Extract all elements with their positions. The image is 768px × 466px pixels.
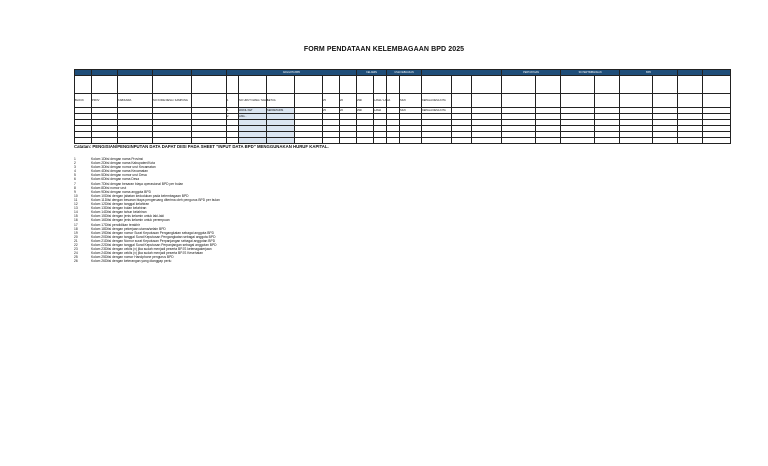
- table-row: [75, 138, 731, 144]
- note-text: Diisi dengan nama Kabupaten/Kota: [103, 161, 155, 166]
- note-no: 16: [74, 218, 78, 223]
- note-no: 24: [74, 251, 78, 256]
- note-no: 25: [74, 255, 78, 260]
- note-kolom: Kolom 2: [91, 161, 104, 166]
- col-label-nama: NO URUT NAMA / NAMA: [239, 94, 267, 108]
- note-no: 15: [74, 214, 78, 219]
- note-no: 11: [74, 197, 78, 202]
- col-label-prov: PROV: [92, 94, 118, 108]
- note-no: 19: [74, 230, 78, 235]
- note-text: Diisi dengan nomor Handphone pengurus BPD: [104, 255, 174, 260]
- note-text: Diisi pendidikan terakhir: [104, 222, 140, 227]
- data-table: [74, 69, 731, 144]
- note-kolom: Kolom 16: [91, 218, 105, 223]
- note-no: 2: [74, 161, 76, 166]
- note-no: 14: [74, 210, 78, 215]
- note-kolom: Kolom 11: [91, 197, 105, 202]
- note-kolom: Kolom 6: [91, 177, 104, 182]
- table-row: 1 WAKIL KET SEKRETARIS 25 26 29th LAMA SK/K KEPALA DESA KITA: [75, 108, 731, 114]
- note-kolom: Kolom 12: [91, 202, 105, 207]
- col-label-ketua: KETUA: [267, 94, 295, 108]
- note-no: 6: [74, 177, 76, 182]
- note-no: 20: [74, 234, 78, 239]
- col-label-25: 25: [323, 94, 340, 108]
- note-kolom: Kolom 14: [91, 210, 105, 215]
- note-kolom: Kolom 3: [91, 165, 104, 170]
- note-no: 10: [74, 193, 78, 198]
- spacer-row: [75, 76, 731, 94]
- note-text: Diisi dengan jabatan kedudukan pada kelembagaan BPD: [104, 193, 189, 198]
- form-title: FORM PENDATAAN KELEMBAGAAN BPD 2025: [303, 46, 465, 53]
- note-text: Diisi dengan pekerjaan utama/selain BPD: [104, 226, 166, 231]
- note-no: 23: [74, 247, 78, 252]
- note-text: Diisi dengan jenis kelamin untuk laki-laki: [104, 214, 164, 219]
- col-label-sk: SK/K: [400, 94, 422, 108]
- note-no: 1: [74, 157, 76, 161]
- row-no: 2: [227, 114, 239, 120]
- note-text: Diisi dengan besaran biaya operasional BPD per bulan: [103, 181, 184, 186]
- col-label-kab: KAB/KAWA: [118, 94, 153, 108]
- note-kolom: Kolom 23: [91, 247, 105, 252]
- note-text: Diisi dengan nomor urut Kecamatan: [103, 165, 156, 170]
- note-text: Diisi dengan nomor urut Desa: [103, 173, 147, 178]
- note-text: Diisi dengan tanggal kelahiran: [104, 202, 150, 207]
- note-kolom: Kolom 24: [91, 251, 105, 256]
- note-kolom: Kolom 20: [91, 234, 105, 239]
- col-label-desa: BLOCK: [75, 94, 92, 108]
- note-kolom: Kolom 9: [91, 189, 104, 194]
- header-pertimbangan: SK PERTIMBANGAN: [561, 70, 620, 76]
- note-no: 18: [74, 226, 78, 231]
- note-kolom: Kolom 13: [91, 206, 105, 211]
- row-name[interactable]: WAKIL KET: [239, 108, 267, 114]
- note-text: Diisi dengan nomor Surat Keputusan Pengangkatan sebagai anggota BPD: [104, 230, 214, 235]
- header-bpd: BPD: [620, 70, 678, 76]
- notes-list: [74, 157, 714, 263]
- note-text: Diisi dengan ceklis (v) jika sudah menjadi peserta BPJS Kesehatan: [104, 251, 203, 256]
- note-text: Diisi dengan tahun kelahiran: [104, 210, 147, 215]
- note-text: Diisi dengan tanggal Surat Keputusan Perpanjangan sebagai anggotan BPD: [104, 242, 217, 247]
- note-no: 4: [74, 169, 76, 174]
- note-no: 22: [74, 242, 78, 247]
- note-text: Diisi dengan nama Desa: [103, 177, 140, 182]
- note-kolom: Kolom 8: [91, 185, 104, 190]
- header-pertanyaan: PERTANYAAN: [502, 70, 561, 76]
- col-label-kec: NO KODE DESA / KAMPUNG: [153, 94, 192, 108]
- note-kolom: Kolom 10: [91, 193, 105, 198]
- note-no: 17: [74, 222, 78, 227]
- note-kolom: Kolom 17: [91, 222, 105, 227]
- note-text: Diisi dengan jenis kelamin untuk perempuan: [104, 218, 170, 223]
- note-no: 13: [74, 206, 78, 211]
- note-no: 12: [74, 202, 78, 207]
- col-label-kepala: KEPALA DESA KITA: [422, 94, 452, 108]
- note-text: Diisi dengan Nomor surat Keputusan Perpanjangan sebagai anggotan BPD: [104, 238, 216, 243]
- note-text: Diisi dengan nama anggota BPD: [103, 189, 151, 194]
- row-no: 1: [227, 108, 239, 114]
- label-row: BLOCK PROV KAB/KAWA NO KODE DESA / KAMPUNG 1 NO URUT NAMA / NAMA KETUA 25 26 29th LAMA / LAMA SK/K KEPALA DESA KITA: [75, 94, 731, 108]
- note-no: 21: [74, 238, 78, 243]
- note-text: Diisi dengan besaran biaya pengeruang diterima oleh pengurus BPD per bulan: [104, 197, 220, 202]
- note-no: 7: [74, 181, 76, 186]
- note-kolom: Kolom 7: [91, 181, 104, 186]
- note-kolom: Kolom 4: [91, 169, 104, 174]
- note-kolom: Kolom 15: [91, 214, 105, 219]
- note-kolom: Kolom 18: [91, 226, 105, 231]
- note-text: Diisi dengan tanggal Surat Keputusan Pengangkatan sebagai anggota BPD: [104, 234, 216, 239]
- note-no: 26: [74, 259, 78, 264]
- note-no: 5: [74, 173, 76, 178]
- header-anggota: ANGGOTA BPD: [227, 70, 357, 76]
- note-kolom: Kolom 26: [91, 259, 105, 264]
- note-kolom: Kolom 1: [91, 157, 104, 161]
- note-kolom: Kolom 21: [91, 238, 105, 243]
- notes-section: [74, 144, 714, 263]
- note-text: Diisi dengan nama Provinsi: [103, 157, 144, 161]
- note-kolom: Kolom 19: [91, 230, 105, 235]
- note-text: Diisi dengan keterangan yang dianggap perlu: [104, 259, 172, 264]
- row-jabatan[interactable]: SEKRETARIS: [267, 108, 295, 114]
- note-text: Diisi dengan ceklis (v) jika sudah menjadi peserta BPJS ketenagakerjaan: [104, 247, 212, 252]
- header-kelamin: KELAMIN: [357, 70, 387, 76]
- spreadsheet-grid: [74, 69, 720, 144]
- row-name[interactable]: ANG...: [239, 114, 267, 120]
- col-label-29: 29th: [357, 94, 374, 108]
- note-item: [74, 259, 714, 263]
- note-kolom: Kolom 22: [91, 242, 105, 247]
- note-kolom: Kolom 25: [91, 255, 105, 260]
- note-text: Diisi dengan nama Kecamatan: [103, 169, 149, 174]
- notes-title: Catatan: PENGISIAN/PENGINPUTAN DATA DAPAT DIISI PADA SHEET "INPUT DATA BPD" MENGGUNAKAN HURUF KAPITAL.: [74, 144, 329, 149]
- note-no: 9: [74, 189, 76, 194]
- note-kolom: Kolom 5: [91, 173, 104, 178]
- col-label-26: 26: [340, 94, 357, 108]
- note-text: Diisi dengan bulan kelahiran: [104, 206, 147, 211]
- note-text: Diisi nomor urut: [103, 185, 127, 190]
- col-label-lama: LAMA / LAMA: [374, 94, 387, 108]
- note-no: 3: [74, 165, 76, 170]
- header-usia: USIA KEBIJAKAN: [387, 70, 422, 76]
- note-no: 8: [74, 185, 76, 190]
